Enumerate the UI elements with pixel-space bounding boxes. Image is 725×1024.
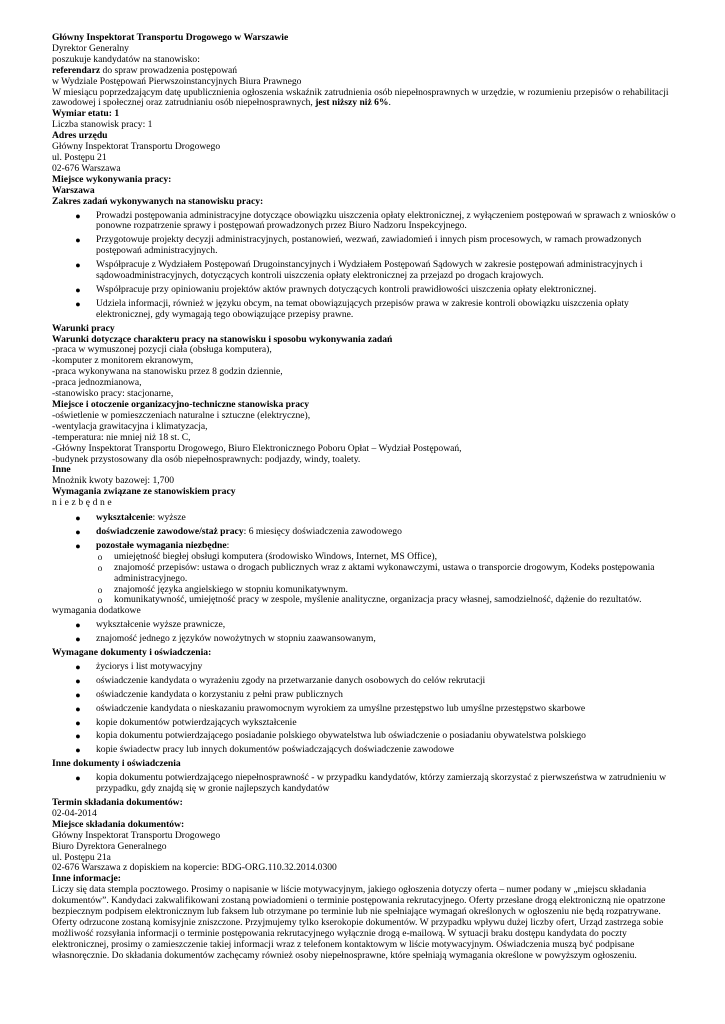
list-item	[52, 676, 684, 687]
bullet-icon: ●	[75, 210, 81, 221]
document-text: życiorys i list motywacyjny	[96, 660, 203, 672]
tasks-label: Zakres zadań wykonywanych na stanowisku pracy:	[52, 195, 264, 207]
bullet-icon: ●	[75, 731, 81, 742]
document-text: kopia dokumentu potwierdzającego niepełnosprawność - w przypadku kandydatów, którzy zamierzają skorzystać z pierwszeństwa w zatrudnieniu w przypadku, gdy znajdą się w gronie najlepszych kandydatów	[96, 772, 667, 795]
seeks-text: poszukuje kandydatów na stanowisko:	[52, 53, 200, 65]
condition-line: -komputer z monitorem ekranowym,	[52, 355, 194, 367]
bullet-icon: ●	[75, 703, 81, 714]
bullet-icon: ●	[75, 526, 81, 537]
necessary-label: niezbędne	[52, 497, 115, 509]
other-label: Inne	[52, 464, 71, 476]
bullet-icon: ●	[75, 540, 81, 551]
req-value: :	[226, 539, 230, 551]
env-line: -oświetlenie w pomieszczeniach naturalne i sztuczne (elektryczne),	[52, 409, 311, 421]
list-item	[52, 211, 684, 233]
info-text: Liczy się data stempla pocztowego. Prosimy o napisanie w liście motywacyjnym, jakiego ogłoszenia dotyczy oferta – numer podany w „miejscu składania dokumentów”. Kandydaci zakwalifikowani zostaną powiadomieni o terminie postępowania rekrutacyjnego. Oferty przesłane drogą elektroniczną nie opatrzone bezpiecznym podpisem elektronicznym lub faksem lub otrzymane po terminie lub nie spełniające wymagań określonych w ogłoszeniu nie będą rozpatrywane. Oferty odrzucone zostaną komisyjnie zniszczone. Przyjmujemy tylko kserokopie dokumentów. W przypadku wpływu dużej liczby ofert, Urząd zastrzega sobie możliwość rozsyłania informacji o terminie postępowania rekrutacyjnego wyłącznie drogą e-mailową. W sytuacji braku dostępu kandydata do poczty elektronicznej, prosimy o zamieszczenie takiej informacji wraz z telefonem kontaktowym w liście motywacyjnym. Oświadczenia muszą być podpisane własnoręcznie. Do składania dokumentów zachęcamy również osoby niepełnosprawne, które spełniają wymagania określone w powyższym ogłoszeniu.	[52, 884, 666, 961]
list-item	[52, 662, 684, 673]
condition-line: -praca w wymuszonej pozycji ciała (obsługa komputera),	[52, 344, 272, 356]
requirements-label: Wymagania związane ze stanowiskiem pracy	[52, 486, 236, 498]
sub-req-text: umiejętność biegłej obsługi komputera (środowisko Windows, Internet, MS Office),	[114, 550, 437, 562]
list-item	[52, 731, 684, 742]
task-text: Udziela informacji, również w języku obcym, na temat obowiązujących przepisów prawa w zakresie kontroli obowiązku uiszczenia opłaty elektronicznej, gdy wymagają tego obowiązujące przepisy prawne.	[96, 297, 629, 320]
list-item	[52, 634, 684, 645]
list-item	[52, 513, 684, 524]
circle-bullet-icon: o	[97, 562, 103, 573]
list-item	[52, 704, 684, 715]
sub-req-text: znajomość przepisów: ustawa o drogach publicznych wraz z aktami wykonawczymi, ustawa o transporcie drogowym, Kodeks postępowania administracyjnego.	[114, 561, 655, 584]
circle-bullet-icon: o	[97, 551, 103, 562]
bullet-icon: ●	[75, 298, 81, 309]
list-item	[52, 285, 684, 296]
env-line: -Główny Inspektorat Transportu Drogowego, Biuro Elektronicznego Poboru Opłat – Wydział Postępowań,	[52, 442, 462, 454]
bullet-icon: ●	[75, 620, 81, 631]
requirements-sublist	[52, 552, 684, 607]
list-item	[52, 595, 684, 606]
multiplier: Mnożnik kwoty bazowej: 1,700	[52, 475, 175, 487]
list-item	[52, 235, 684, 257]
submission-line: ul. Postępu 21a	[52, 851, 111, 863]
org-name: Główny Inspektorat Transportu Drogowego w Warszawie	[52, 32, 289, 43]
address-line: 02-676 Warszawa	[52, 162, 121, 174]
address-line: Główny Inspektorat Transportu Drogowego	[52, 141, 221, 153]
document-text: kopia dokumentu potwierdzającego posiadanie polskiego obywatelstwa lub oświadczenie o posiadaniu obywatelstwa polskiego	[96, 730, 586, 742]
conditions-label: Warunki pracy	[52, 322, 115, 334]
bullet-icon: ●	[75, 717, 81, 728]
circle-bullet-icon: o	[97, 584, 103, 595]
workplace-value: Warszawa	[52, 184, 95, 196]
tasks-list	[52, 211, 684, 321]
sub-req-text: komunikatywność, umiejętność pracy w zespole, myślenie analityczne, organizacja pracy własnej, samodzielność, dążenie do rezultatów.	[114, 594, 642, 606]
additional-text: znajomość jednego z języków nowożytnych w stopniu zaawansowanym,	[96, 633, 376, 645]
conditions-env-label: Miejsce i otoczenie organizacyjno-techniczne stanowiska pracy	[52, 399, 310, 410]
other-documents-list	[52, 773, 684, 795]
task-text: Współpracuje z Wydziałem Postępowań Drugoinstancyjnych i Wydziałem Postępowań Sądowych w zakresie postępowań administracyjnych i sądowoadministracyjnych, dotyczących kontroli uiszczenia opłaty elektronicznej za przejazd po drogach krajowych.	[96, 259, 643, 282]
director-title: Dyrektor Generalny	[52, 42, 129, 54]
etat-label: Wymiar etatu: 1	[52, 108, 120, 120]
list-item	[52, 773, 684, 795]
req-key: pozostałe wymagania niezbędne	[96, 539, 227, 551]
req-value: : 6 miesięcy doświadczenia zawodowego	[243, 525, 402, 537]
condition-line: -praca wykonywana na stanowisku przez 8 godzin dziennie,	[52, 366, 283, 378]
bullet-icon: ●	[75, 745, 81, 756]
disability-paragraph	[52, 88, 684, 110]
document-text: oświadczenie kandydata o wyrażeniu zgody na przetwarzanie danych osobowych do celów rekrutacji	[96, 674, 486, 686]
list-item	[52, 745, 684, 756]
document-text: kopie dokumentów potwierdzających wykształcenie	[96, 716, 297, 728]
document-text: kopie świadectw pracy lub innych dokumentów poświadczających doświadczenie zawodowe	[96, 744, 455, 756]
bullet-icon: ●	[75, 689, 81, 700]
disability-rate: jest niższy niż 6%	[315, 97, 389, 109]
list-item	[52, 620, 684, 631]
list-item	[52, 299, 684, 321]
env-line: -budynek przystosowany dla osób niepełnosprawnych: podjazdy, windy, toalety.	[52, 453, 361, 465]
condition-line: -praca jednozmianowa,	[52, 377, 142, 389]
positions-count: Liczba stanowisk pracy: 1	[52, 119, 153, 131]
other-documents-label: Inne dokumenty i oświadczenia	[52, 758, 181, 770]
bullet-icon: ●	[75, 773, 81, 784]
additional-list	[52, 620, 684, 645]
disability-text: W miesiącu poprzedzającym datę upublicznienia ogłoszenia wskaźnik zatrudnienia osób niepełnosprawnych w urzędzie, w rozumieniu przepisów o rehabilitacji zawodowej i społecznej oraz zatrudnianiu osób niepełnosprawnych,	[52, 86, 669, 109]
list-item	[52, 260, 684, 282]
address-line: ul. Postępu 21	[52, 151, 107, 163]
list-item	[52, 718, 684, 729]
bullet-icon: ●	[75, 513, 81, 524]
list-item	[52, 563, 684, 585]
job-posting-document	[52, 33, 684, 962]
documents-label: Wymagane dokumenty i oświadczenia:	[52, 647, 212, 659]
list-item	[52, 527, 684, 538]
workplace-label: Miejsce wykonywania pracy:	[52, 173, 172, 185]
position-rest: do spraw prowadzenia postępowań	[100, 64, 238, 76]
bullet-icon: ●	[75, 235, 81, 246]
conditions-char-label: Warunki dotyczące charakteru pracy na stanowisku i sposobu wykonywania zadań	[52, 333, 393, 345]
submission-line: 02-676 Warszawa z dopiskiem na kopercie: BDG-ORG.110.32.2014.0300	[52, 862, 337, 874]
document-text: oświadczenie kandydata o korzystaniu z pełni praw publicznych	[96, 688, 343, 700]
bullet-icon: ●	[75, 675, 81, 686]
document-text: oświadczenie kandydata o nieskazaniu prawomocnym wyrokiem za umyślne przestępstwo lub umyślne przestępstwo skarbowe	[96, 702, 586, 714]
position-line	[52, 66, 684, 77]
submission-line: Biuro Dyrektora Generalnego	[52, 840, 167, 852]
bullet-icon: ●	[75, 284, 81, 295]
deadline-label: Termin składania dokumentów:	[52, 797, 183, 808]
circle-bullet-icon: o	[97, 595, 103, 606]
condition-line: -stanowisko pracy: stacjonarne,	[52, 388, 174, 400]
documents-list	[52, 662, 684, 756]
additional-label: wymagania dodatkowe	[52, 605, 141, 617]
task-text: Prowadzi postępowania administracyjne dotyczące obowiązku uiszczenia opłaty elektronicznej, z wyłączeniem postępowań w sprawach z wniosków o ponowne rozpatrzenie sprawy i postępowań prowadzonych przez Biuro Nadzoru Inspekcyjnego.	[96, 209, 676, 232]
position-title: referendarz	[52, 64, 101, 76]
list-item	[52, 690, 684, 701]
bullet-icon: ●	[75, 634, 81, 645]
env-line: -wentylacja grawitacyjna i klimatyzacja,	[52, 420, 208, 432]
task-text: Współpracuje przy opiniowaniu projektów aktów prawnych dotyczących kontroli prawidłowości uiszczenia opłaty elektronicznej.	[96, 283, 597, 295]
bullet-icon: ●	[75, 661, 81, 672]
additional-text: wykształcenie wyższe prawnicze,	[96, 619, 226, 631]
req-key: doświadczenie zawodowe/staż pracy	[96, 525, 244, 537]
submission-line: Główny Inspektorat Transportu Drogowego	[52, 829, 221, 841]
info-label: Inne informacje:	[52, 873, 122, 885]
address-label: Adres urzędu	[52, 130, 108, 142]
requirements-list	[52, 513, 684, 552]
sub-req-text: znajomość języka angielskiego w stopniu komunikatywnym.	[114, 583, 348, 595]
disability-end: .	[388, 97, 391, 109]
env-line: -temperatura: nie mniej niż 18 st. C,	[52, 431, 191, 443]
task-text: Przygotowuje projekty decyzji administracyjnych, postanowień, wezwań, zawiadomień i innych pism procesowych, w ramach prowadzonych postępowań administracyjnych.	[96, 234, 642, 257]
department-name: w Wydziale Postępowań Pierwszoinstancyjnych Biura Prawnego	[52, 75, 302, 87]
req-value: : wyższe	[152, 512, 186, 524]
submission-label: Miejsce składania dokumentów:	[52, 818, 185, 830]
req-key: wykształcenie	[96, 512, 153, 524]
bullet-icon: ●	[75, 260, 81, 271]
deadline-value: 02-04-2014	[52, 807, 97, 819]
